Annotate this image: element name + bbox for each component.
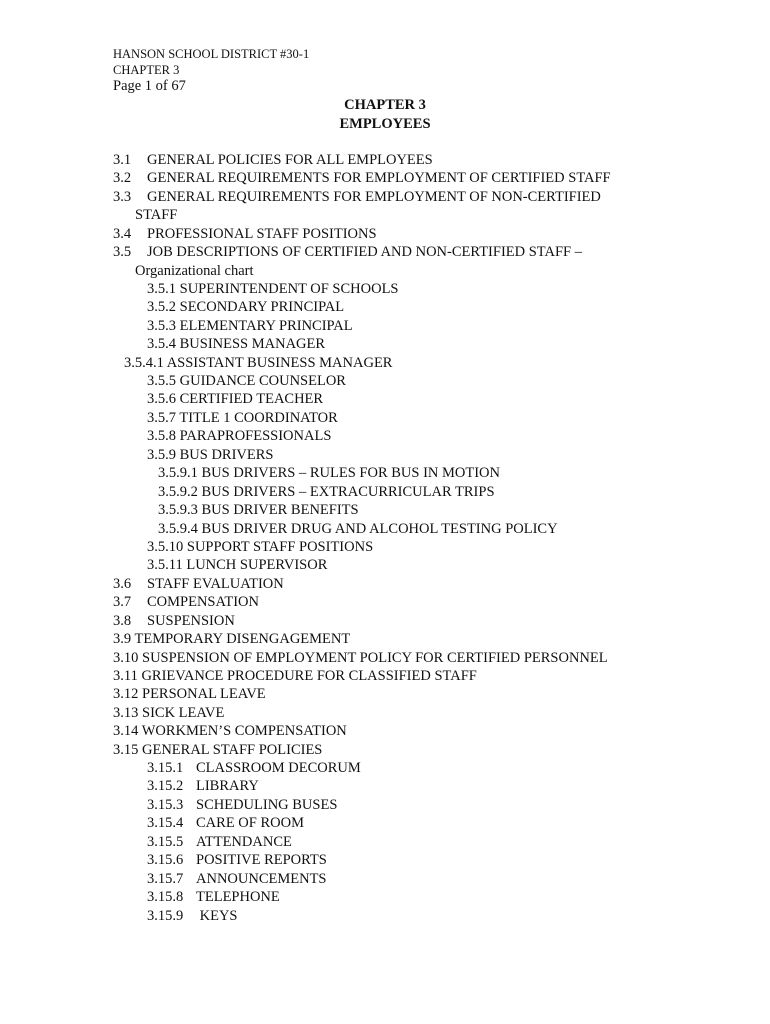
- toc-entry: 3.15 GENERAL STAFF POLICIES: [113, 742, 323, 758]
- toc-text: SCHEDULING BUSES: [196, 797, 338, 813]
- header-chapter: CHAPTER 3: [113, 63, 180, 77]
- toc-number: 3.1: [113, 152, 132, 168]
- toc-subentry: [147, 833, 292, 851]
- toc-number: 3.7: [113, 594, 132, 610]
- toc-subsubentry: 3.5.9.3 BUS DRIVER BENEFITS: [158, 502, 359, 518]
- toc-entry: 3.10 SUSPENSION OF EMPLOYMENT POLICY FOR CERTIFIED PERSONNEL: [113, 650, 608, 666]
- toc-subentry: [147, 796, 337, 814]
- toc-subentry: 3.5.10 SUPPORT STAFF POSITIONS: [147, 539, 374, 555]
- toc-number: 3.15.6: [147, 852, 184, 868]
- toc-number: 3.15.4: [147, 815, 184, 831]
- toc-entry: [113, 243, 582, 261]
- toc-subentry: 3.5.5 GUIDANCE COUNSELOR: [147, 373, 346, 389]
- toc-number: 3.15.1: [147, 760, 184, 776]
- toc-text: PROFESSIONAL STAFF POSITIONS: [147, 226, 377, 242]
- toc-subentry: [147, 759, 361, 777]
- toc-entry: 3.13 SICK LEAVE: [113, 705, 225, 721]
- toc-text: JOB DESCRIPTIONS OF CERTIFIED AND NON-CERTIFIED STAFF –: [147, 244, 582, 260]
- header-district: HANSON SCHOOL DISTRICT #30-1: [113, 47, 310, 61]
- chapter-title: CHAPTER 3: [344, 97, 426, 113]
- toc-text: POSITIVE REPORTS: [196, 852, 327, 868]
- toc-text: SUSPENSION: [147, 613, 235, 629]
- toc-number: 3.15.9: [147, 908, 184, 924]
- toc-subentry: 3.5.2 SECONDARY PRINCIPAL: [147, 299, 345, 315]
- toc-text: GENERAL REQUIREMENTS FOR EMPLOYMENT OF NON-CERTIFIED: [147, 189, 601, 205]
- toc-entry-continuation: Organizational chart: [135, 263, 254, 279]
- toc-text: TELEPHONE: [196, 889, 280, 905]
- toc-number: 3.5: [113, 244, 132, 260]
- toc-subentry: 3.5.11 LUNCH SUPERVISOR: [147, 557, 328, 573]
- toc-entry-continuation: STAFF: [135, 207, 178, 223]
- toc-number: 3.6: [113, 576, 132, 592]
- toc-number: 3.8: [113, 613, 132, 629]
- toc-number: 3.2: [113, 170, 132, 186]
- toc-subentry: 3.5.4 BUSINESS MANAGER: [147, 336, 326, 352]
- toc-text: GENERAL POLICIES FOR ALL EMPLOYEES: [147, 152, 433, 168]
- toc-number: 3.4: [113, 226, 132, 242]
- toc-text: LIBRARY: [196, 778, 259, 794]
- toc-subentry: [147, 870, 327, 888]
- toc-entry: 3.9 TEMPORARY DISENGAGEMENT: [113, 631, 351, 647]
- toc-subentry: 3.5.1 SUPERINTENDENT OF SCHOOLS: [147, 281, 399, 297]
- toc-entry: 3.12 PERSONAL LEAVE: [113, 686, 266, 702]
- toc-subentry: 3.5.9 BUS DRIVERS: [147, 447, 274, 463]
- toc-subentry: 3.5.6 CERTIFIED TEACHER: [147, 391, 324, 407]
- toc-entry: 3.11 GRIEVANCE PROCEDURE FOR CLASSIFIED STAFF: [113, 668, 477, 684]
- toc-subentry: [147, 907, 238, 925]
- toc-text: STAFF EVALUATION: [147, 576, 284, 592]
- toc-text: CARE OF ROOM: [196, 815, 304, 831]
- toc-text: CLASSROOM DECORUM: [196, 760, 361, 776]
- header-page-number: Page 1 of 67: [113, 78, 186, 94]
- toc-entry: [113, 593, 259, 611]
- toc-entry: [113, 151, 433, 169]
- toc-entry: [113, 188, 601, 206]
- toc-subentry: [147, 851, 327, 869]
- toc-entry: 3.14 WORKMEN’S COMPENSATION: [113, 723, 347, 739]
- toc-text: KEYS: [196, 908, 238, 924]
- toc-subentry: 3.5.3 ELEMENTARY PRINCIPAL: [147, 318, 353, 334]
- toc-number: 3.15.2: [147, 778, 184, 794]
- toc-subentry: 3.5.4.1 ASSISTANT BUSINESS MANAGER: [124, 355, 393, 371]
- toc-subentry: 3.5.8 PARAPROFESSIONALS: [147, 428, 332, 444]
- toc-subentry: [147, 777, 259, 795]
- toc-entry: [113, 575, 284, 593]
- toc-subsubentry: 3.5.9.1 BUS DRIVERS – RULES FOR BUS IN MOTION: [158, 465, 500, 481]
- toc-entry: [113, 225, 377, 243]
- toc-number: 3.15.7: [147, 871, 184, 887]
- toc-subentry: [147, 888, 280, 906]
- toc-subentry: 3.5.7 TITLE 1 COORDINATOR: [147, 410, 338, 426]
- toc-number: 3.3: [113, 189, 132, 205]
- toc-number: 3.15.8: [147, 889, 184, 905]
- toc-text: ATTENDANCE: [196, 834, 292, 850]
- toc-subsubentry: 3.5.9.4 BUS DRIVER DRUG AND ALCOHOL TESTING POLICY: [158, 521, 558, 537]
- toc-text: COMPENSATION: [147, 594, 259, 610]
- toc-entry: [113, 169, 611, 187]
- toc-entry: [113, 612, 235, 630]
- toc-number: 3.15.3: [147, 797, 184, 813]
- toc-subsubentry: 3.5.9.2 BUS DRIVERS – EXTRACURRICULAR TRIPS: [158, 484, 495, 500]
- toc-number: 3.15.5: [147, 834, 184, 850]
- toc-text: ANNOUNCEMENTS: [196, 871, 327, 887]
- toc-subentry: [147, 814, 304, 832]
- chapter-subtitle: EMPLOYEES: [339, 116, 431, 132]
- toc-text: GENERAL REQUIREMENTS FOR EMPLOYMENT OF CERTIFIED STAFF: [147, 170, 611, 186]
